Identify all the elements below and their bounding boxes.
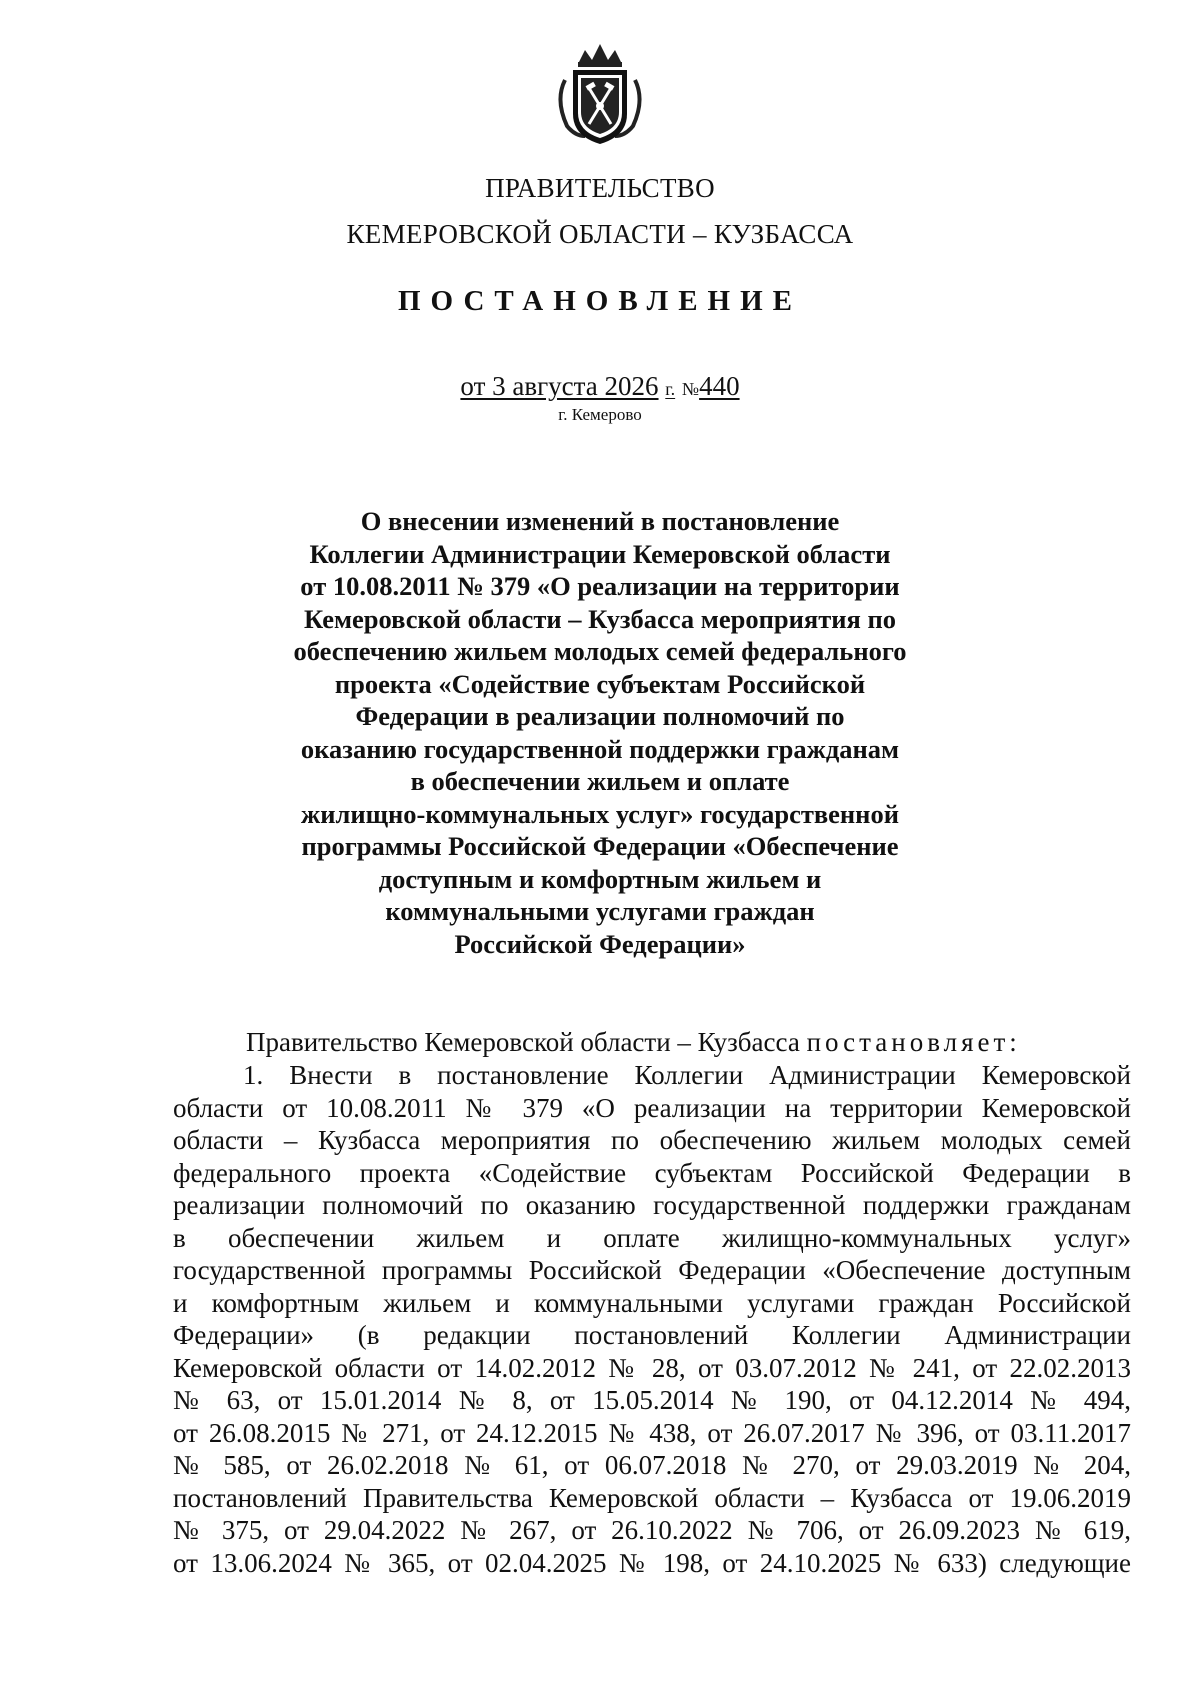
intro-text: Правительство Кемеровской области – Кузбасса: [246, 1027, 800, 1057]
title-line: О внесении изменений в постановление: [360, 506, 840, 536]
document-type-heading: ПОСТАНОВЛЕНИЕ: [397, 285, 802, 317]
title-line: проекта «Содействие субъектам Российской: [334, 668, 866, 699]
document-date-year-suffix: г.: [665, 379, 676, 399]
title-line: от 10.08.2011 № 379 «О реализации на территории: [300, 571, 900, 601]
paragraph-line: в обеспечении жильем и оплате жилищно-коммунальных услуг»: [173, 1222, 1131, 1253]
paragraph-line: от 26.08.2015 № 271, от 24.12.2015 № 438, от 26.07.2017 № 396, от 03.11.2017: [173, 1417, 1131, 1448]
title-line: жилищно-коммунальных услуг» государственной: [301, 798, 899, 829]
document-number: 440: [699, 371, 740, 401]
document-date: от 3 августа 2026: [460, 371, 659, 401]
document-city: г. Кемерово: [558, 405, 642, 424]
title-line: в обеспечении жильем и оплате: [410, 766, 790, 796]
paragraph-line: от 13.06.2024 № 365, от 02.04.2025 № 198, от 24.10.2025 № 633) следующие: [173, 1547, 1131, 1578]
paragraph-line: и комфортным жильем и коммунальными услугами граждан Российской: [173, 1287, 1131, 1318]
paragraph-line: области от 10.08.2011 № 379 «О реализации на территории Кемеровской: [173, 1092, 1131, 1123]
paragraph-line: № 63, от 15.01.2014 № 8, от 15.05.2014 № 190, от 04.12.2014 № 494,: [173, 1385, 1131, 1415]
title-line: доступным и комфортным жильем и: [378, 863, 822, 894]
title-line: коммунальными услугами граждан: [385, 896, 815, 926]
kemerovo-coat-of-arms-icon: [545, 40, 655, 148]
paragraph-line: реализации полномочий по оказанию государственной поддержки гражданам: [173, 1190, 1131, 1220]
paragraph-line: 1. Внести в постановление Коллегии Администрации Кемеровской: [243, 1060, 1131, 1090]
title-line: оказанию государственной поддержки гражданам: [300, 733, 900, 764]
number-sign: №: [681, 379, 700, 399]
document-title: [0, 505, 1200, 960]
paragraph-1: [173, 1059, 1131, 1579]
paragraph-line: государственной программы Российской Федерации «Обеспечение доступным: [173, 1255, 1131, 1285]
intro-decrees-word: постановляет:: [806, 1027, 1021, 1057]
title-line: программы Российской Федерации «Обеспечение: [301, 831, 899, 861]
paragraph-line: постановлений Правительства Кемеровской области – Кузбасса от 19.06.2019: [173, 1482, 1131, 1513]
paragraph-line: федерального проекта «Содействие субъектам Российской Федерации в: [173, 1157, 1131, 1188]
title-line: Кемеровской области – Кузбасса мероприятия по: [304, 603, 896, 634]
paragraph-line: № 585, от 26.02.2018 № 61, от 06.07.2018 № 270, от 29.03.2019 № 204,: [173, 1450, 1131, 1480]
paragraph-line: области – Кузбасса мероприятия по обеспечению жильем молодых семей: [173, 1125, 1131, 1155]
government-name-line1: ПРАВИТЕЛЬСТВО: [485, 173, 715, 203]
title-line: Федерации в реализации полномочий по: [355, 701, 845, 731]
paragraph-line: Кемеровской области от 14.02.2012 № 28, от 03.07.2012 № 241, от 22.02.2013: [173, 1352, 1131, 1383]
date-number-line: [0, 371, 1200, 402]
title-line: Российской Федерации»: [454, 928, 746, 959]
government-name-line2: КЕМЕРОВСКОЙ ОБЛАСТИ – КУЗБАССА: [346, 219, 854, 249]
title-line: Коллегии Администрации Кемеровской области: [309, 538, 891, 569]
paragraph-line: № 375, от 29.04.2022 № 267, от 26.10.2022 № 706, от 26.09.2023 № 619,: [173, 1515, 1131, 1545]
paragraph-line: Федерации» (в редакции постановлений Коллегии Администрации: [173, 1320, 1131, 1350]
title-line: обеспечению жильем молодых семей федерального: [293, 636, 907, 666]
resolution-intro: [173, 1026, 1131, 1059]
